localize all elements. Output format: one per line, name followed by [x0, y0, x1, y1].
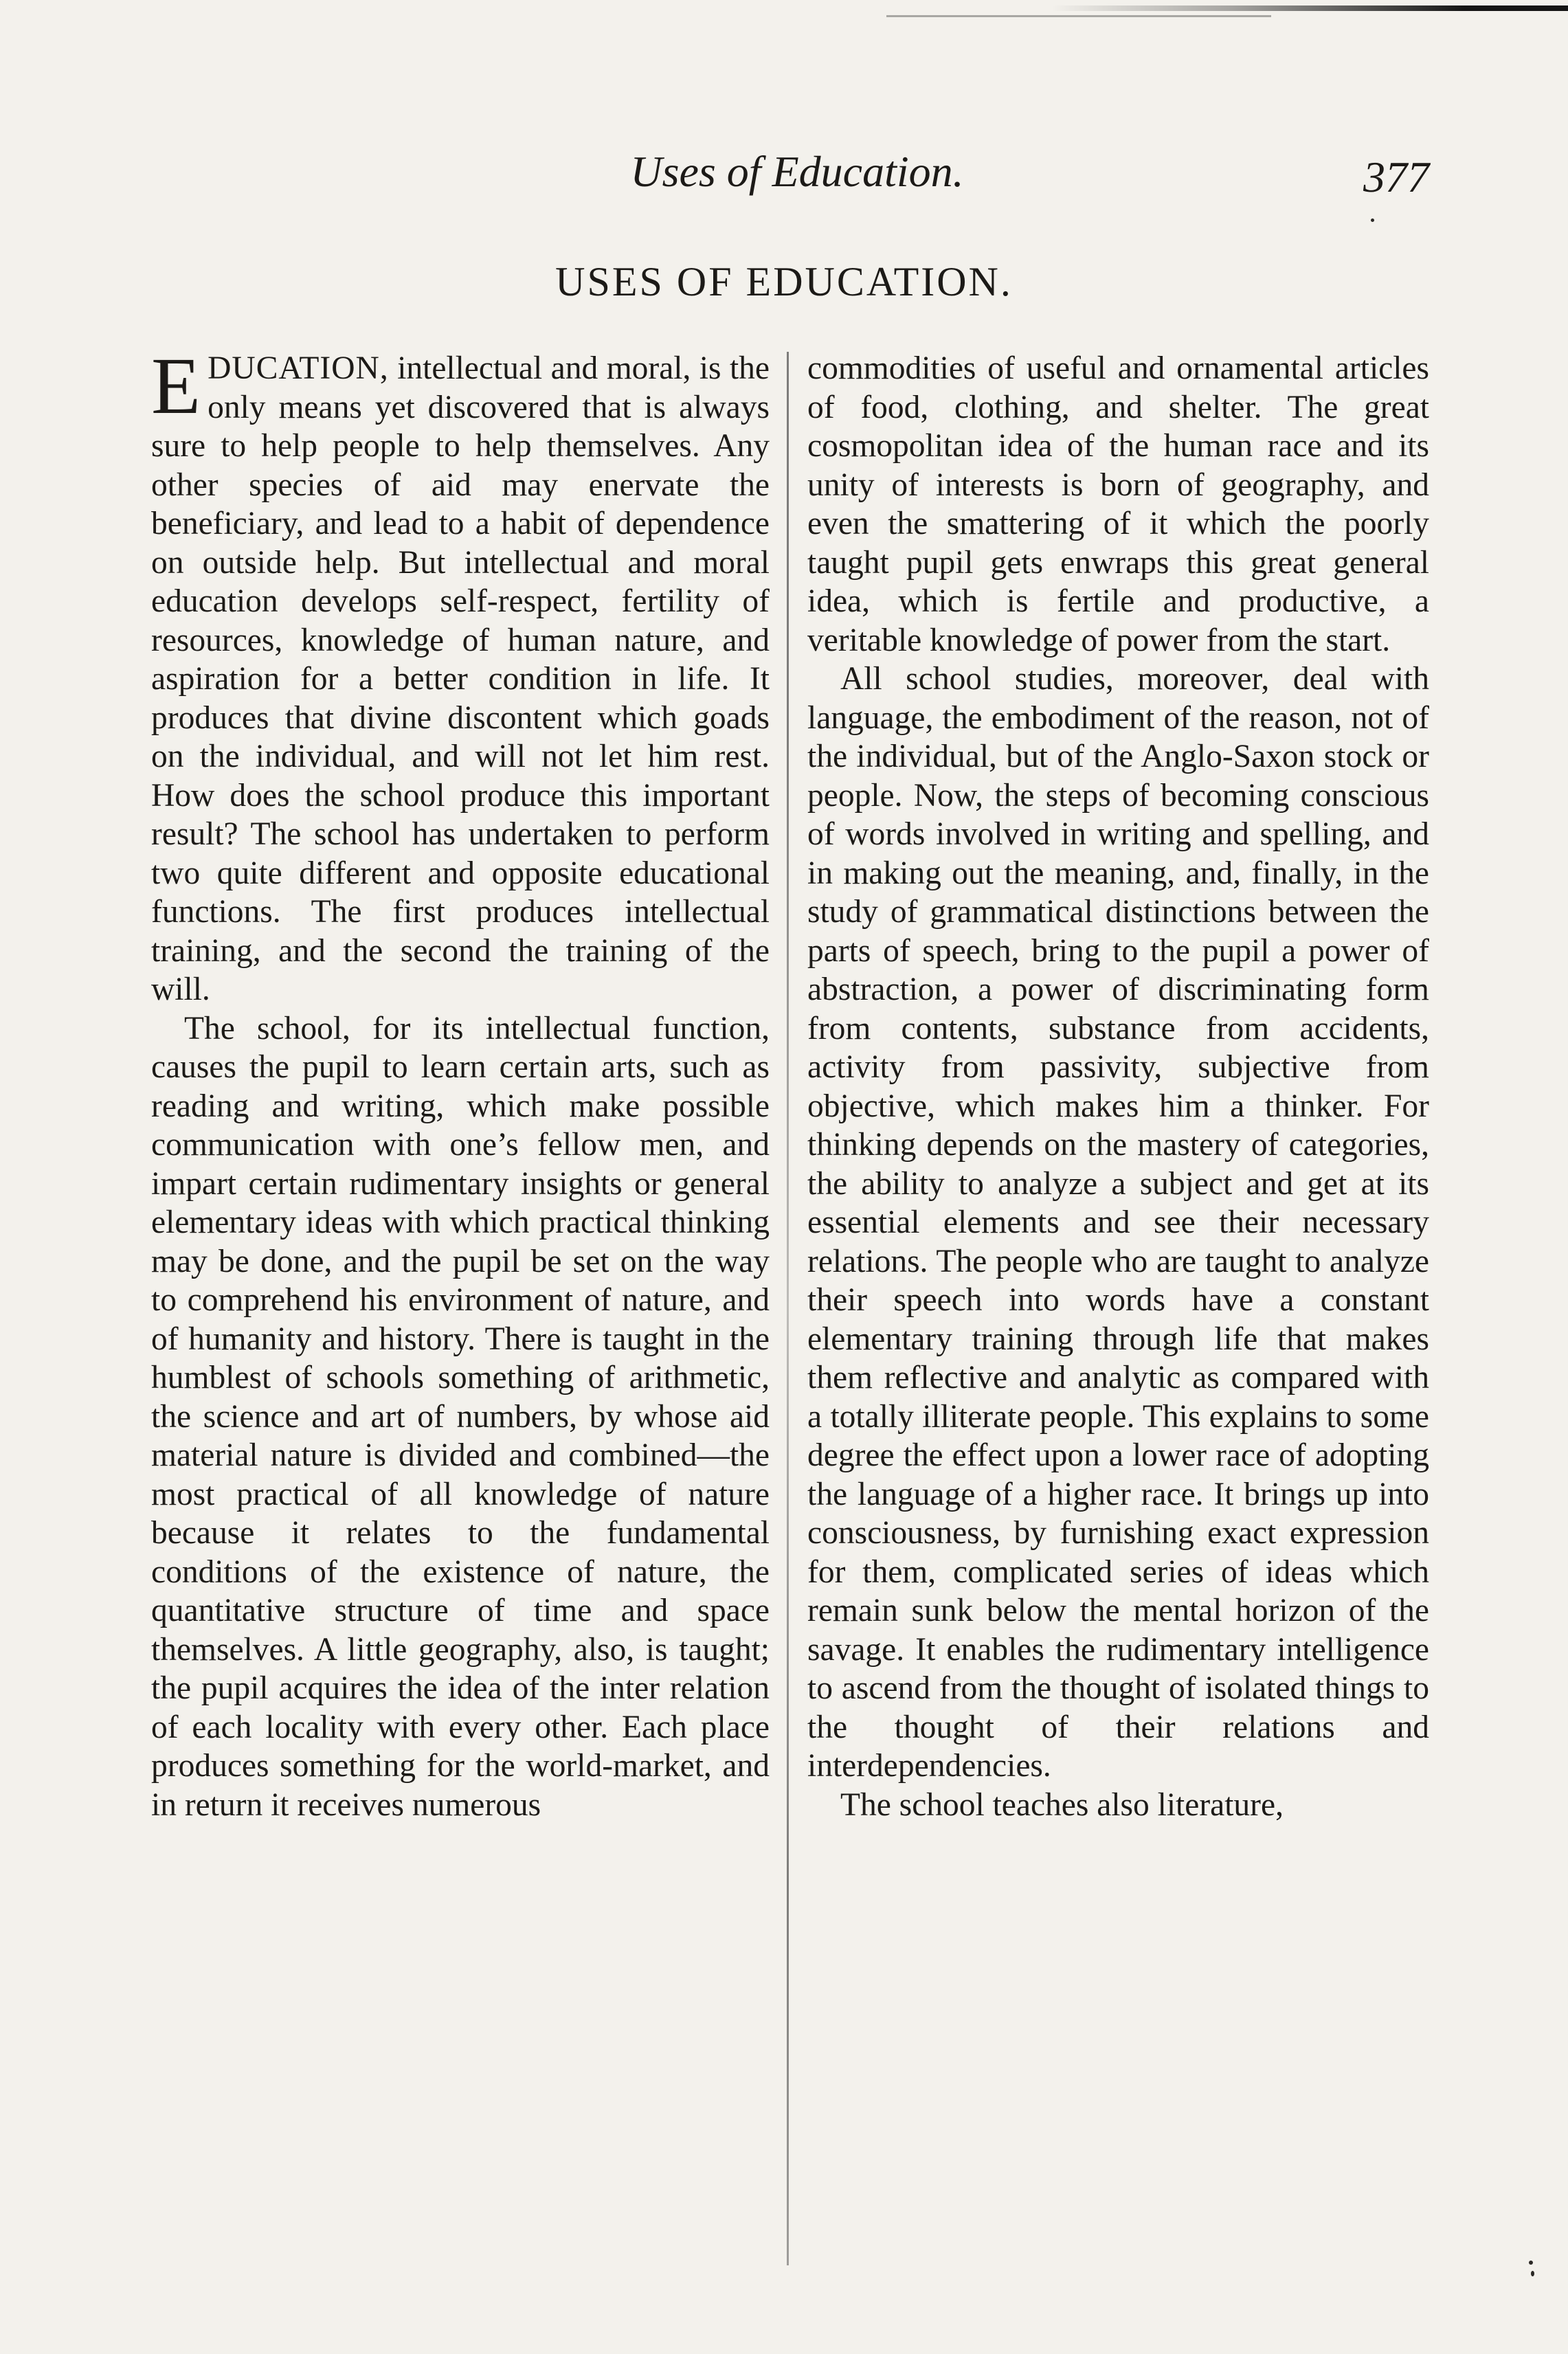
paragraph-language: All school studies, moreover, deal with language, the embodiment of the reason, not of the individual, but of the Anglo-Saxon stock or people. Now, the steps of becoming conscious of words involved in writing and spelling, and in making out the meaning, and, finally, in the study of grammatical distinctions between the parts of speech, bring to the pupil a power of abstraction, a power of discriminating form from contents, substance from accidents, activity from passivity, subjective from objective, which makes him a thinker. For thinking depends on the mastery of categories, the ability to analyze a subject and get at its essential elements and see their necessary relations. The people who are taught to analyze their speech into words have a constant elementary training through life that makes them reflective and analytic as compared with a totally illiterate people. This explains to some degree the effect upon a lower race of adopting the language of a higher race. It brings up into consciousness, by furnishing exact expression for them, complicated series of ideas which remain sunk below the mental horizon of the savage. It enables the rudimentary intelligence to ascend from the thought of isolated things to the thought of their relations and interdependencies.	[807, 661, 1429, 1784]
column-divider	[787, 352, 789, 2265]
top-edge-rule	[1051, 5, 1568, 11]
right-column	[807, 349, 1429, 2273]
paragraph-opening	[151, 341, 770, 1009]
paragraph-intellectual-function: The school, for its intellectual function, causes the pupil to learn certain arts, such as reading and writing, which make possible communication with one’s fellow men, and impart certain rudimentary insights or general elementary ideas with which practical thinking may be done, and the pupil be set on the way to comprehend his environment of nature, and of humanity and history. There is taught in the humblest of schools something of arithmetic, the science and art of numbers, by whose aid material nature is divided and combined—the most practical of all knowledge of nature because it relates to the fundamental conditions of the existence of nature, the quantitative structure of time and space themselves. A little geography, also, is taught; the pupil acquires the idea of the inter relation of each locality with every other. Each place produces something for the world-market, and in return it receives numerous	[151, 1010, 770, 1823]
opening-word: DUCATION,	[208, 350, 389, 386]
paragraph-literature: The school teaches also literature,	[840, 1786, 1284, 1823]
page-number: 377	[1363, 153, 1429, 201]
opening-paragraph-text: intellectual and moral, is the only means yet discovered that is always sure to help people to help themselves. Any other species of aid may enervate the beneficiary, and lead to a habit of dependence on outside help. But intellectual and moral education develops self-respect, fertility of resources, knowledge of human nature, and aspiration for a better condition in life. It produces that divine discontent which goads on the individual, and will not let him rest. How does the school produce this important result? The school has undertaken to perform two quite different and opposite educational functions. The first produces intellectual training, and the second the training of the will.	[151, 350, 770, 1007]
print-speck	[1529, 2261, 1533, 2265]
article-title: USES OF EDUCATION.	[555, 259, 1013, 304]
top-edge-rule-thin	[886, 15, 1271, 17]
print-speck	[1371, 218, 1374, 222]
running-head	[0, 144, 1568, 206]
running-head-title: Uses of Education.	[630, 147, 964, 196]
drop-cap: E	[151, 341, 201, 431]
left-column	[151, 341, 770, 2273]
print-speck	[1531, 2271, 1534, 2276]
paragraph-continuation: commodities of useful and ornamental articles of food, clothing, and shelter. The great cosmopolitan idea of the human race and its unity of interests is born of geography, and even the smattering of it which the poorly taught pupil gets enwraps this great general idea, which is fertile and productive, a veritable knowledge of power from the start.	[807, 350, 1429, 658]
